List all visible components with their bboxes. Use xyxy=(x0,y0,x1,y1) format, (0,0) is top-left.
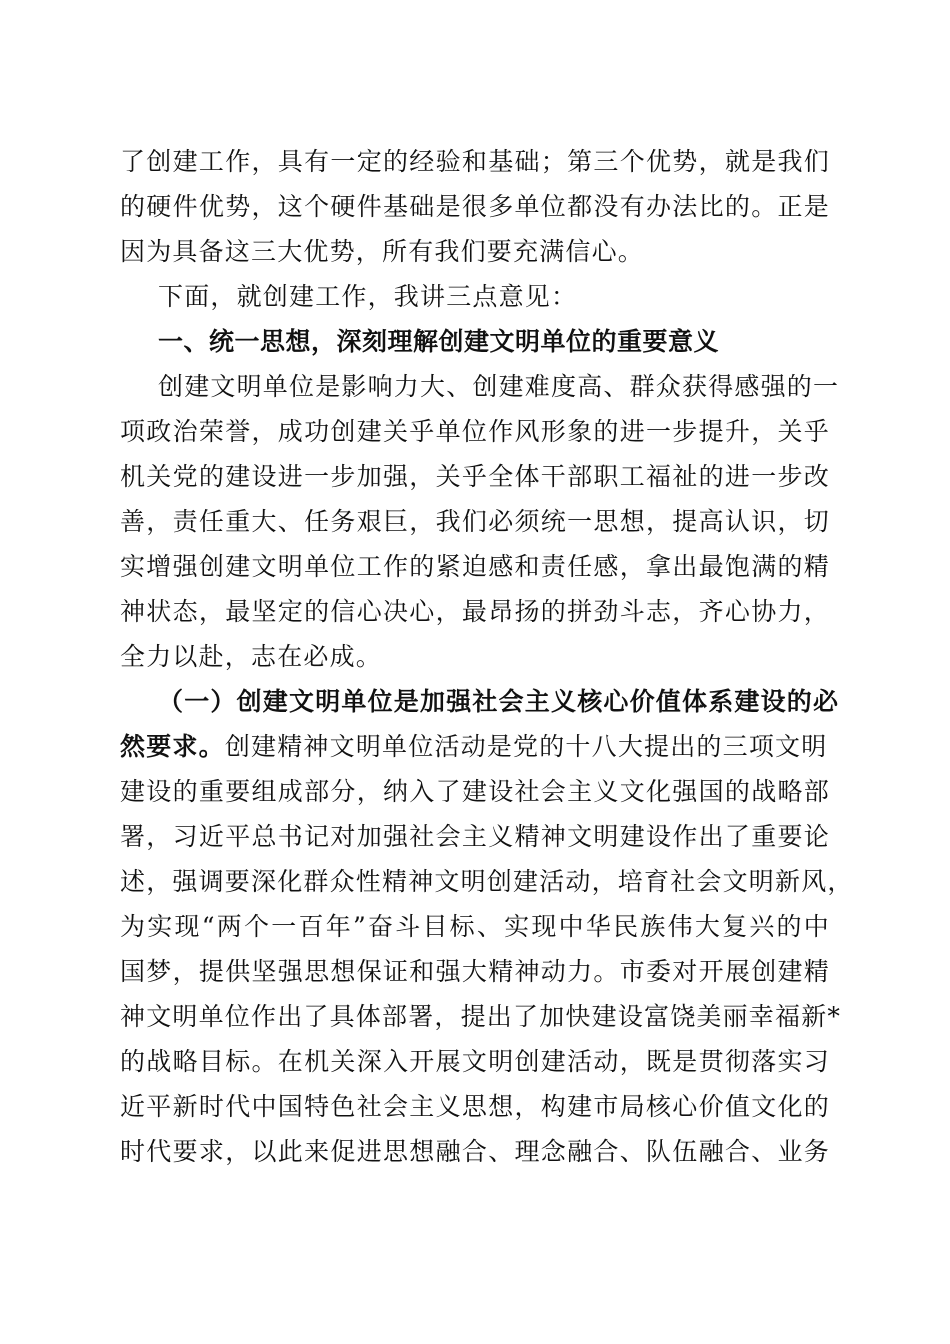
paragraph-3-line-5: 实增强创建文明单位工作的紧迫感和责任感，拿出最饱满的精 xyxy=(120,552,830,581)
paragraph-4-bold-lead: 然要求。 xyxy=(120,732,225,761)
paragraph-4-bold-line-1: （一）创建文明单位是加强社会主义核心价值体系建设的必 xyxy=(158,687,840,716)
paragraph-3-line-2: 项政治荣誉，成功创建关乎单位作风形象的进一步提升，关乎 xyxy=(120,417,830,446)
paragraph-4-line-8: 神文明单位作出了具体部署，提出了加快建设富饶美丽幸福新* xyxy=(120,1002,842,1031)
paragraph-4-line-2 xyxy=(120,727,830,767)
paragraph-1-line-2: 的硬件优势，这个硬件基础是很多单位都没有办法比的。正是 xyxy=(120,192,830,221)
paragraph-4-line-10: 近平新时代中国特色社会主义思想，构建市局核心价值文化的 xyxy=(120,1092,830,1121)
paragraph-4-line-5: 述，强调要深化群众性精神文明创建活动，培育社会文明新风， xyxy=(120,867,854,896)
paragraph-3-line-6: 神状态，最坚定的信心决心，最昂扬的拼劲斗志，齐心协力， xyxy=(120,597,830,626)
paragraph-4-line-6: 为实现“两个一百年”奋斗目标、实现中华民族伟大复兴的中 xyxy=(120,912,830,941)
paragraph-4-line-2-rest: 创建精神文明单位活动是党的十八大提出的三项文明 xyxy=(224,732,828,761)
paragraph-1-line-1: 了创建工作，具有一定的经验和基础；第三个优势，就是我们 xyxy=(120,147,830,176)
paragraph-4-line-4: 署，习近平总书记对加强社会主义精神文明建设作出了重要论 xyxy=(120,822,830,851)
paragraph-4-line-7: 国梦，提供坚强思想保证和强大精神动力。市委对开展创建精 xyxy=(120,957,830,986)
section-1-heading: 一、统一思想，深刻理解创建文明单位的重要意义 xyxy=(158,327,720,356)
paragraph-4-line-9: 的战略目标。在机关深入开展文明创建活动，既是贯彻落实习 xyxy=(120,1047,830,1076)
paragraph-3-line-7: 全力以赴，志在必成。 xyxy=(120,642,383,671)
paragraph-3-line-4: 善，责任重大、任务艰巨，我们必须统一思想，提高认识，切 xyxy=(120,507,830,536)
paragraph-3-line-3: 机关党的建设进一步加强，关乎全体干部职工福祉的进一步改 xyxy=(120,462,830,491)
paragraph-1-line-3: 因为具备这三大优势，所有我们要充满信心。 xyxy=(120,237,645,266)
paragraph-4-line-11: 时代要求，以此来促进思想融合、理念融合、队伍融合、业务 xyxy=(120,1137,830,1166)
paragraph-4-line-3: 建设的重要组成部分，纳入了建设社会主义文化强国的战略部 xyxy=(120,777,830,806)
paragraph-3-line-1: 创建文明单位是影响力大、创建难度高、群众获得感强的一 xyxy=(158,372,840,401)
paragraph-2: 下面，就创建工作，我讲三点意见： xyxy=(158,282,578,311)
